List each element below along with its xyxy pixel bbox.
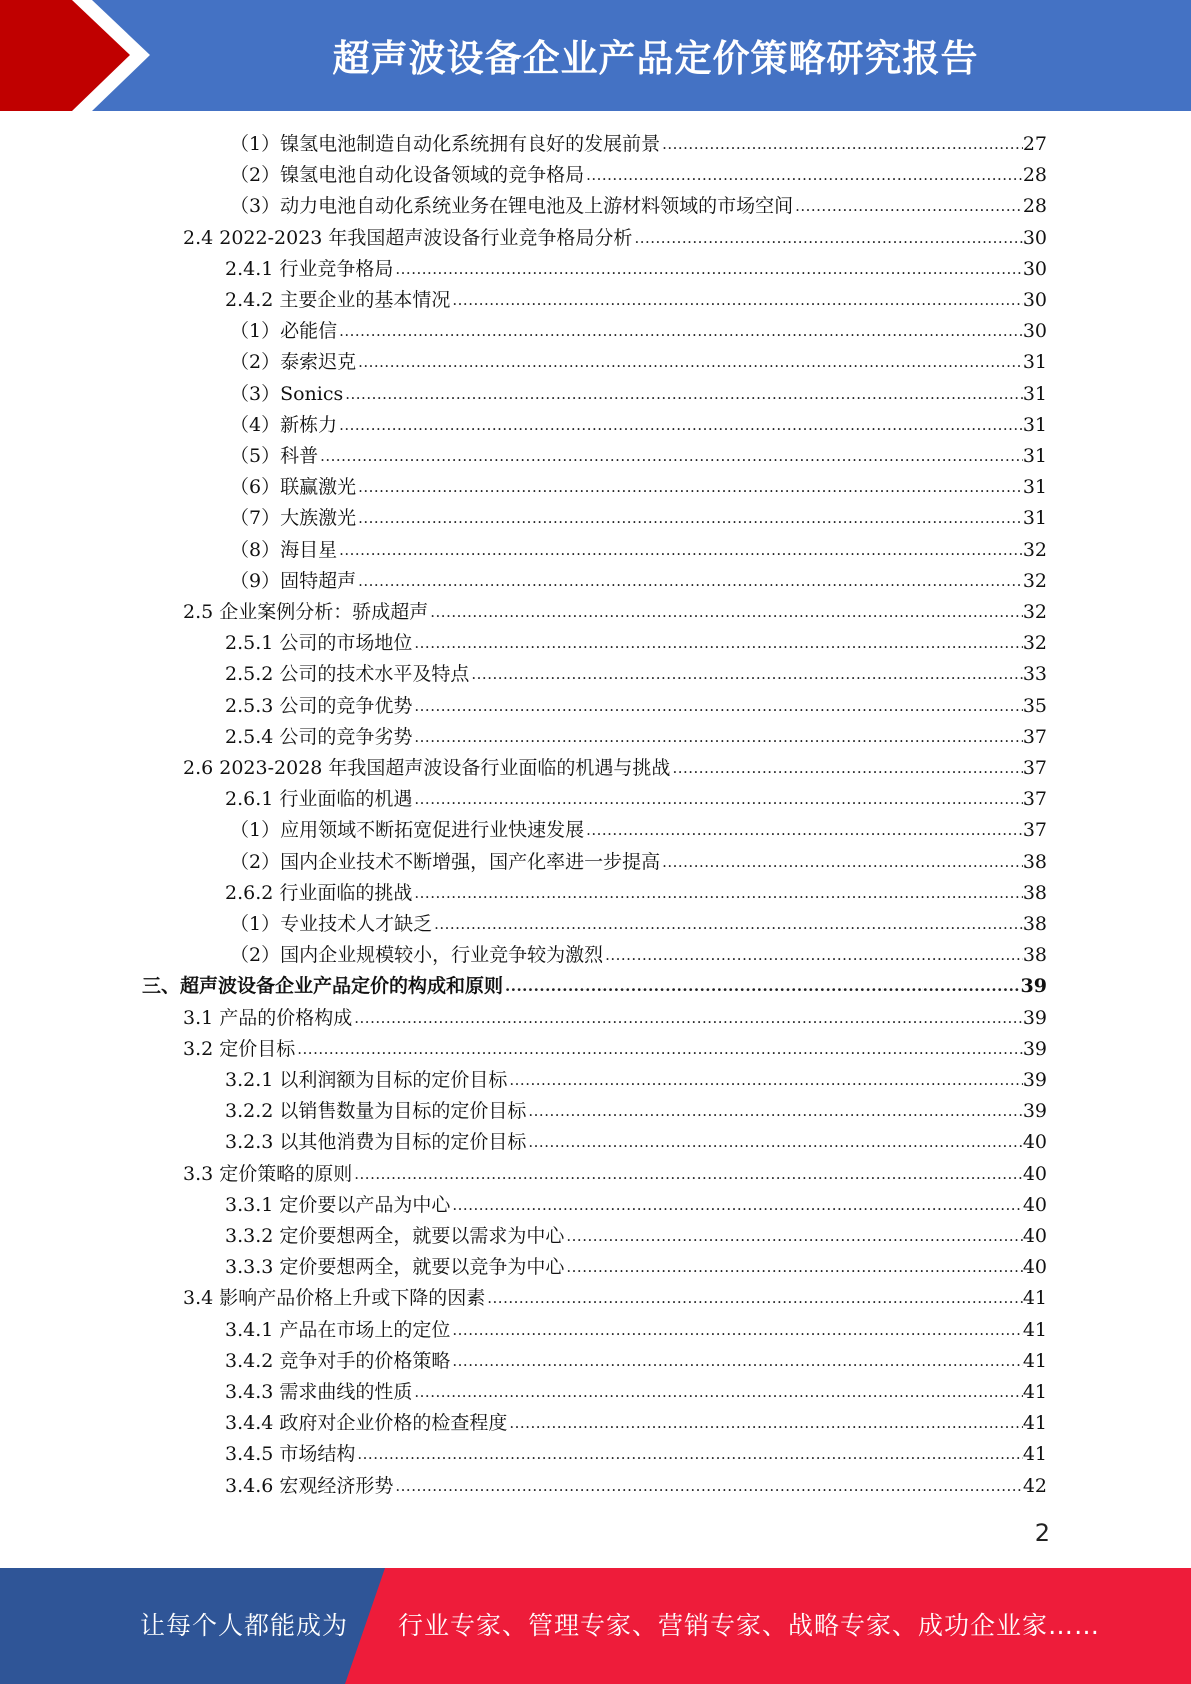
toc-entry-page: 39 [1022, 1006, 1047, 1029]
toc-dot-leader [412, 630, 1022, 656]
toc-entry[interactable] [230, 564, 1047, 594]
toc-entry-title: （1）必能信 [230, 320, 338, 343]
toc-entry-title: （3）动力电池自动化系统业务在锂电池及上游材料领域的市场空间 [230, 195, 794, 218]
toc-entry-title: （2）镍氢电池自动化设备领域的竞争格局 [230, 164, 585, 187]
toc-entry[interactable] [225, 720, 1047, 750]
toc-dot-leader [564, 1223, 1022, 1249]
toc-entry-page: 39 [1022, 1037, 1047, 1060]
toc-entry-title: 3.2.1 以利润额为目标的定价目标 [225, 1069, 508, 1091]
toc-dot-leader [337, 537, 1023, 563]
toc-entry-page: 31 [1022, 382, 1047, 405]
toc-entry-page: 32 [1022, 601, 1047, 623]
toc-entry-title: 2.6.1 行业面临的机遇 [225, 788, 413, 811]
toc-dot-leader [503, 973, 1021, 999]
toc-dot-leader [564, 1254, 1022, 1280]
toc-entry-title: 3.4.4 政府对企业价格的检查程度 [225, 1412, 508, 1435]
toc-entry-title: 2.5 企业案例分析：骄成超声 [183, 601, 429, 623]
toc-entry[interactable] [225, 1063, 1047, 1093]
toc-entry[interactable] [183, 751, 1047, 781]
toc-entry-page: 40 [1022, 1193, 1047, 1216]
toc-entry-page: 30 [1022, 226, 1047, 249]
toc-entry-title: 3.4 影响产品价格上升或下降的因素 [183, 1287, 486, 1310]
toc-dot-leader [450, 1192, 1022, 1218]
toc-entry[interactable] [230, 377, 1047, 407]
toc-entry[interactable] [230, 813, 1047, 843]
toc-entry-title: 3.4.3 需求曲线的性质 [225, 1381, 413, 1403]
toc-entry-page: 31 [1022, 476, 1047, 499]
toc-entry-title: 3.4.6 宏观经济形势 [225, 1474, 394, 1497]
toc-dot-leader [660, 131, 1023, 157]
toc-entry[interactable] [230, 907, 1047, 937]
toc-entry[interactable] [225, 1125, 1047, 1155]
toc-entry-title: （2）国内企业规模较小，行业竞争较为激烈 [230, 944, 604, 967]
toc-entry-title: 3.4.5 市场结构 [225, 1443, 356, 1466]
toc-entry[interactable] [225, 1437, 1047, 1467]
toc-entry[interactable] [230, 345, 1047, 375]
toc-dot-leader [485, 1285, 1023, 1311]
toc-dot-leader [660, 849, 1023, 875]
toc-entry-page: 38 [1022, 850, 1047, 873]
page-header [0, 0, 1191, 111]
toc-entry-title: 2.5.4 公司的竞争劣势 [225, 725, 413, 748]
toc-entry-page: 31 [1022, 351, 1047, 374]
toc-entry-page: 38 [1022, 944, 1047, 967]
page-footer [0, 1568, 1191, 1684]
toc-entry[interactable] [225, 1188, 1047, 1218]
toc-entry[interactable] [183, 1001, 1047, 1031]
toc-entry-page: 41 [1022, 1412, 1047, 1435]
toc-entry[interactable] [225, 657, 1047, 687]
toc-entry-page: 38 [1022, 881, 1047, 904]
toc-entry-page: 32 [1022, 538, 1047, 561]
toc-entry-title: 2.6 2023-2028 年我国超声波设备行业面临的机遇与挑战 [183, 757, 671, 779]
toc-entry-title: 2.4 2022-2023 年我国超声波设备行业竞争格局分析 [183, 226, 633, 249]
toc-dot-leader [393, 1473, 1022, 1499]
toc-entry[interactable] [225, 689, 1047, 719]
footer-slogan-left: 让每个人都能成为 [140, 1611, 349, 1640]
toc-dot-leader [412, 880, 1022, 906]
header-arrow-decoration [0, 0, 160, 111]
toc-entry[interactable] [225, 782, 1047, 812]
toc-entry-title: 3.4.1 产品在市场上的定位 [225, 1318, 451, 1341]
toc-entry-title: （7）大族激光 [230, 507, 357, 530]
toc-entry-title: 3.1 产品的价格构成 [183, 1006, 353, 1029]
toc-entry-page: 40 [1022, 1225, 1047, 1247]
toc-entry-page: 28 [1022, 195, 1047, 218]
toc-entry-title: （3）Sonics [230, 382, 344, 405]
toc-entry[interactable] [183, 1157, 1047, 1187]
toc-entry-title: 3.3.1 定价要以产品为中心 [225, 1193, 451, 1216]
toc-entry-page: 32 [1022, 632, 1047, 655]
toc-dot-leader [507, 1410, 1022, 1436]
toc-dot-leader [343, 381, 1023, 407]
toc-dot-leader [356, 505, 1023, 531]
toc-entry-page: 31 [1022, 507, 1047, 530]
toc-entry[interactable] [230, 845, 1047, 875]
toc-entry-page: 27 [1022, 133, 1047, 155]
toc-entry-title: 2.4.2 主要企业的基本情况 [225, 289, 451, 311]
page-number: 2 [1034, 1519, 1050, 1547]
toc-entry-page: 39 [1022, 1069, 1047, 1091]
toc-entry-title: （8）海目星 [230, 538, 338, 561]
toc-entry-page: 40 [1022, 1162, 1047, 1185]
toc-entry[interactable] [225, 283, 1047, 313]
toc-entry[interactable] [183, 595, 1047, 625]
toc-dot-leader [352, 1005, 1023, 1031]
toc-dot-leader [670, 755, 1022, 781]
toc-dot-leader [450, 287, 1022, 313]
report-title: 超声波设备企业产品定价策略研究报告 [332, 37, 979, 80]
toc-dot-leader [526, 1098, 1022, 1124]
toc-entry[interactable] [230, 938, 1047, 968]
toc-dot-leader [450, 1348, 1022, 1374]
toc-entry-page: 31 [1022, 413, 1047, 436]
toc-entry-page: 35 [1022, 694, 1047, 717]
toc-entry-page: 41 [1022, 1349, 1047, 1372]
toc-entry[interactable] [225, 1375, 1047, 1405]
toc-entry-title: 3.2 定价目标 [183, 1037, 296, 1060]
toc-dot-leader [337, 318, 1023, 344]
toc-entry-title: （1）镍氢电池制造自动化系统拥有良好的发展前景 [230, 133, 661, 155]
toc-dot-leader [469, 661, 1022, 687]
toc-entry-page: 41 [1022, 1287, 1047, 1310]
toc-entry-page: 30 [1022, 257, 1047, 280]
footer-slogan-right: 行业专家、管理专家、营销专家、战略专家、成功企业家…… [398, 1611, 1101, 1640]
toc-entry-page: 41 [1022, 1443, 1047, 1466]
toc-entry-title: （9）固特超声 [230, 569, 357, 592]
toc-entry[interactable] [183, 1032, 1047, 1062]
toc-entry-title: （4）新栋力 [230, 413, 338, 436]
toc-entry-title: 2.6.2 行业面临的挑战 [225, 881, 413, 904]
toc-dot-leader [603, 942, 1023, 968]
toc-entry[interactable] [225, 1313, 1047, 1343]
toc-dot-leader [793, 193, 1023, 219]
toc-dot-leader [428, 599, 1023, 625]
toc-entry[interactable] [225, 1250, 1047, 1280]
toc-dot-leader [356, 474, 1023, 500]
toc-dot-leader [393, 256, 1022, 282]
toc-entry-page: 39 [1022, 1100, 1047, 1123]
toc-dot-leader [412, 724, 1022, 750]
toc-entry-title: （2）泰索迟克 [230, 351, 357, 374]
toc-entry-title: （1）应用领域不断拓宽促进行业快速发展 [230, 819, 585, 842]
toc-entry[interactable] [230, 314, 1047, 344]
toc-dot-leader [412, 693, 1022, 719]
toc-entry-title: 3.2.2 以销售数量为目标的定价目标 [225, 1100, 527, 1123]
toc-entry[interactable] [230, 158, 1047, 188]
toc-entry-page: 41 [1022, 1318, 1047, 1341]
toc-entry-page: 37 [1022, 819, 1047, 842]
toc-dot-leader [632, 225, 1022, 251]
toc-entry-page: 38 [1022, 913, 1047, 935]
toc-entry[interactable] [230, 127, 1047, 157]
toc-dot-leader [450, 1317, 1022, 1343]
toc-dot-leader [337, 412, 1023, 438]
toc-entry[interactable] [225, 1344, 1047, 1374]
toc-entry-title: 2.4.1 行业竞争格局 [225, 257, 394, 280]
toc-entry[interactable] [183, 1281, 1047, 1311]
toc-dot-leader [584, 817, 1023, 843]
toc-entry-page: 28 [1022, 164, 1047, 187]
toc-entry-title: 2.5.1 公司的市场地位 [225, 632, 413, 655]
toc-dot-leader [356, 349, 1023, 375]
toc-entry-title: 3.3.3 定价要想两全，就要以竞争为中心 [225, 1256, 565, 1279]
toc-entry[interactable] [183, 221, 1047, 251]
toc-dot-leader [355, 1441, 1022, 1467]
toc-entry-title: 3.3 定价策略的原则 [183, 1162, 353, 1185]
toc-entry-title: 3.3.2 定价要想两全，就要以需求为中心 [225, 1225, 565, 1247]
toc-entry[interactable] [230, 533, 1047, 563]
toc-entry-page: 32 [1022, 569, 1047, 592]
toc-dot-leader [584, 162, 1023, 188]
toc-entry[interactable] [230, 408, 1047, 438]
toc-dot-leader [295, 1036, 1023, 1062]
toc-entry-page: 37 [1022, 788, 1047, 811]
toc-entry-page: 39 [1020, 975, 1047, 998]
toc-entry[interactable] [225, 626, 1047, 656]
toc-entry[interactable] [230, 470, 1047, 500]
toc-entry[interactable] [225, 1219, 1047, 1249]
toc-entry-page: 30 [1022, 320, 1047, 343]
toc-dot-leader [507, 1067, 1022, 1093]
toc-entry-page: 30 [1022, 289, 1047, 311]
toc-entry-title: 2.5.3 公司的竞争优势 [225, 694, 413, 717]
toc-dot-leader [352, 1161, 1023, 1187]
toc-entry-title: 3.2.3 以其他消费为目标的定价目标 [225, 1131, 527, 1154]
toc-entry[interactable] [142, 969, 1047, 999]
toc-entry-title: （5）科普 [230, 445, 319, 467]
toc-entry[interactable] [225, 252, 1047, 282]
toc-entry-page: 40 [1022, 1256, 1047, 1279]
toc-entry-title: 三、超声波设备企业产品定价的构成和原则 [142, 975, 504, 998]
header-red-chevron [0, 0, 130, 111]
toc-entry[interactable] [225, 876, 1047, 906]
toc-entry-title: （1）专业技术人才缺乏 [230, 913, 433, 935]
toc-entry-page: 31 [1022, 445, 1047, 467]
toc-entry[interactable] [225, 1406, 1047, 1436]
toc-dot-leader [526, 1129, 1022, 1155]
toc-dot-leader [432, 911, 1023, 937]
toc-dot-leader [412, 786, 1022, 812]
toc-entry[interactable] [230, 189, 1047, 219]
toc-entry-page: 42 [1022, 1474, 1047, 1497]
toc-entry-title: （6）联赢激光 [230, 476, 357, 499]
toc-entry-title: （2）国内企业技术不断增强，国产化率进一步提高 [230, 850, 661, 873]
toc-entry-page: 33 [1022, 663, 1047, 686]
toc-entry-title: 3.4.2 竞争对手的价格策略 [225, 1349, 451, 1372]
toc-dot-leader [412, 1379, 1022, 1405]
toc-entry[interactable] [225, 1469, 1047, 1499]
toc-entry-page: 37 [1022, 757, 1047, 779]
toc-entry-page: 40 [1022, 1131, 1047, 1154]
toc-entry[interactable] [225, 1094, 1047, 1124]
toc-entry-title: 2.5.2 公司的技术水平及特点 [225, 663, 470, 686]
toc-entry-page: 37 [1022, 725, 1047, 748]
toc-dot-leader [318, 443, 1023, 469]
toc-entry[interactable] [230, 439, 1047, 469]
toc-entry[interactable] [230, 501, 1047, 531]
toc-dot-leader [356, 568, 1023, 594]
toc-entry-page: 41 [1022, 1381, 1047, 1403]
